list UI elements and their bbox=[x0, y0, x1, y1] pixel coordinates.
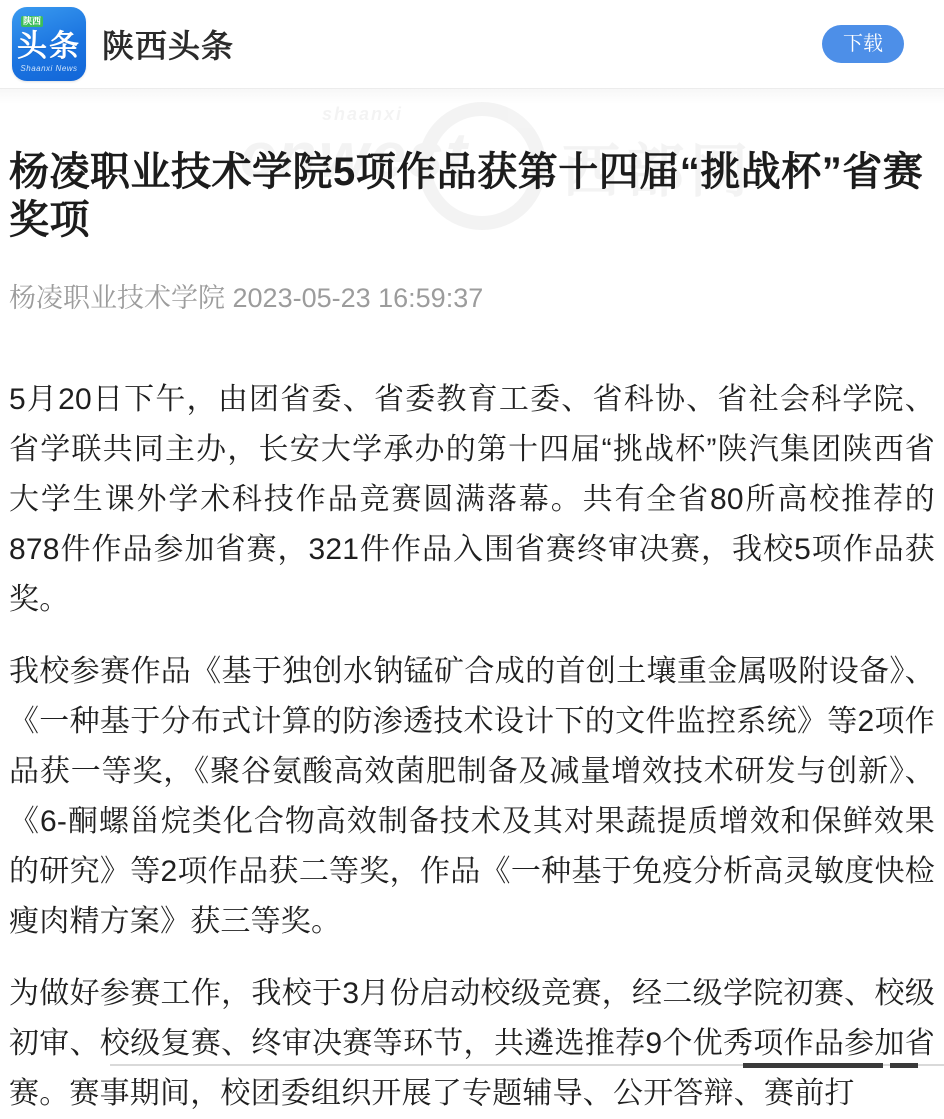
header-divider bbox=[0, 88, 944, 104]
site-name: 陕西头条 bbox=[102, 28, 235, 64]
clipped-next-line-fragment bbox=[743, 1063, 883, 1068]
logo-main-text: 头条 bbox=[17, 30, 81, 63]
article-author: 杨凌职业技术学院 bbox=[9, 283, 225, 313]
article-paragraph: 5月20日下午，由团省委、省委教育工委、省科协、省社会科学院、省学联共同主办，长安大学承办的第十四届“挑战杯”陕汽集团陕西省大学生课外学术科技作品竞赛圆满落幕。共有全省80所高校推荐的878件作品参加省赛，321件作品入围省赛终审决赛，我校5项作品获奖。 bbox=[9, 383, 935, 616]
article-paragraph: 为做好参赛工作，我校于3月份启动校级竞赛，经二级学院初赛、校级初审、校级复赛、终审决赛等环节，共遴选推荐9个优秀项作品参加省赛。赛事期间，校团委组织开展了专题辅导、公开答辩、赛前打 bbox=[9, 977, 935, 1110]
article-publish-time: 2023-05-23 16:59:37 bbox=[232, 283, 484, 313]
logo-badge-text: 陕西 bbox=[23, 16, 42, 26]
download-button[interactable]: 下载 bbox=[822, 25, 904, 63]
article bbox=[0, 148, 944, 1119]
article-meta bbox=[9, 276, 935, 315]
shaanxi-toutiao-logo-icon[interactable] bbox=[12, 7, 86, 81]
article-paragraph: 我校参赛作品《基于独创水钠锰矿合成的首创土壤重金属吸附设备》、《一种基于分布式计算的防渗透技术设计下的文件监控系统》等2项作品获一等奖，《聚谷氨酸高效菌肥制备及减量增效技术研发与创新》、《6-酮螺甾烷类化合物高效制备技术及其对果蔬提质增效和保鲜效果的研究》等2项作品获二等奖，作品《一种基于免疫分析高灵敏度快检瘦肉精方案》获三等奖。 bbox=[9, 655, 935, 938]
app-header bbox=[0, 0, 944, 88]
clipped-next-line-fragment bbox=[890, 1063, 918, 1068]
watermark-shaanxi-text bbox=[322, 104, 403, 125]
article-body bbox=[9, 375, 935, 1119]
logo-subtitle: Shaanxi News bbox=[20, 64, 78, 73]
article-title: 杨凌职业技术学院5项作品获第十四届“挑战杯”省赛奖项 bbox=[9, 150, 924, 242]
